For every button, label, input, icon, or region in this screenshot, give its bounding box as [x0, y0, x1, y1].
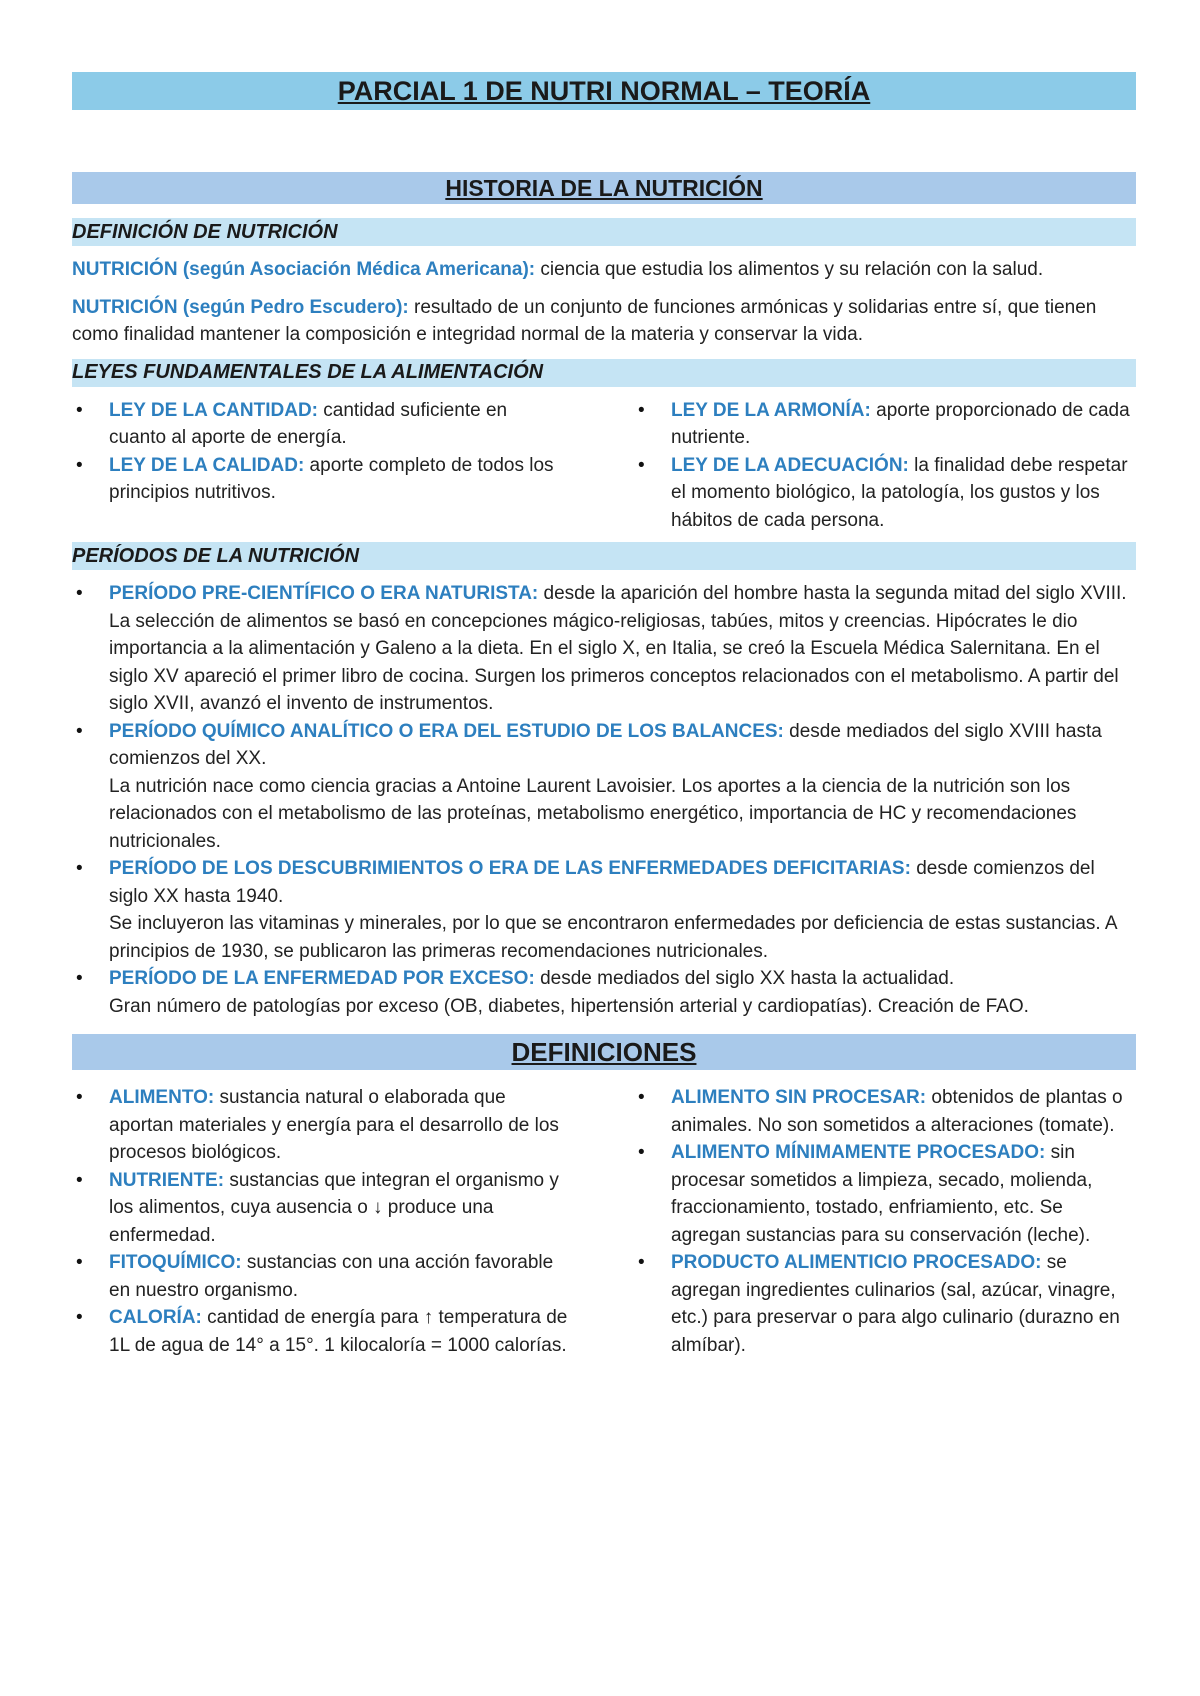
- item-text: sustancias que integran el organismo y los alimentos, cuya ausencia o ↓ produce una enfermedad.: [109, 1169, 559, 1246]
- item-label: PRODUCTO ALIMENTICIO PROCESADO:: [671, 1252, 1042, 1273]
- list-item: [72, 965, 1136, 1020]
- document-title-band: [72, 72, 1136, 110]
- periodos-list: [72, 580, 1136, 1020]
- document-page: [72, 72, 1136, 1367]
- item-text: se agregan ingredientes culinarios (sal, azúcar, vinagre, etc.) para preservar o para algo culinario (durazno en almíbar).: [671, 1252, 1120, 1356]
- item-text: sustancia natural o elaborada que aportan materiales y energía para el desarrollo de los procesos biológicos.: [109, 1087, 559, 1163]
- list-item: [72, 580, 1136, 718]
- item-detail: La selección de alimentos se basó en concepciones mágico-religiosas, tabúes, mitos y creencias. Hipócrates le dio importancia a la alimentación y Galeno a la dieta. En el siglo X, en Italia, se creó la Escuela Médica Salernitana. En el siglo XV apareció el primer libro de cocina. Surgen los primeros conceptos relacionados con el metabolismo. A partir del siglo XVII, avanzó el invento de instrumentos.: [109, 610, 1119, 714]
- leyes-left-column: [72, 397, 604, 535]
- section-title-historia: HISTORIA DE LA NUTRICIÓN: [445, 174, 763, 201]
- definition-text: resultado de un conjunto de funciones armónicas y solidarias entre sí, que tienen como finalidad mantener la composición e integridad normal de la materia y conservar la vida.: [72, 296, 1097, 345]
- item-detail: La nutrición nace como ciencia gracias a Antoine Laurent Lavoisier. Los aportes a la ciencia de la nutrición son los relacionados con el metabolismo de las proteínas, metabolismo energético, importancia de HC y recomendaciones nutricionales.: [109, 775, 1077, 852]
- list-item: [634, 1139, 1136, 1249]
- item-label: LEY DE LA ADECUACIÓN:: [671, 454, 909, 476]
- list-item: [72, 1167, 568, 1250]
- list-item: [72, 718, 1136, 856]
- definiciones-right-list: [634, 1084, 1136, 1359]
- item-label: ALIMENTO MÍNIMAMENTE PROCESADO:: [671, 1142, 1046, 1163]
- subsection-heading-periodos: [72, 542, 1136, 570]
- subsection-heading-definicion: [72, 218, 1136, 246]
- subsection-title-periodos: PERÍODOS DE LA NUTRICIÓN: [72, 544, 360, 567]
- item-detail: Se incluyeron las vitaminas y minerales, por lo que se encontraron enfermedades por deficiencia de estas sustancias. A principios de 1930, se publicaron las primeras recomendaciones nutricionales.: [109, 913, 1117, 962]
- subsection-heading-leyes: [72, 359, 1136, 387]
- section-heading-definiciones: [72, 1034, 1136, 1070]
- subsection-title-definicion: DEFINICIÓN DE NUTRICIÓN: [72, 220, 338, 243]
- definition-text: ciencia que estudia los alimentos y su relación con la salud.: [535, 259, 1044, 280]
- leyes-columns: [72, 397, 1136, 535]
- document-title: PARCIAL 1 DE NUTRI NORMAL – TEORÍA: [337, 75, 871, 106]
- item-label: PERÍODO QUÍMICO ANALÍTICO O ERA DEL ESTUDIO DE LOS BALANCES:: [109, 720, 784, 742]
- section-title-definiciones: DEFINICIONES: [511, 1036, 697, 1067]
- item-text: sin procesar sometidos a limpieza, secado, molienda, fraccionamiento, tostado, enfriamiento, etc. Se agregan sustancias para su conservación (leche).: [671, 1142, 1093, 1246]
- definiciones-columns: [72, 1084, 1136, 1359]
- definition-label: NUTRICIÓN (según Pedro Escudero):: [72, 296, 409, 318]
- item-text: desde comienzos del siglo XX hasta 1940.: [109, 858, 1095, 907]
- list-item: [72, 1084, 568, 1167]
- item-label: PERÍODO DE LA ENFERMEDAD POR EXCESO:: [109, 968, 535, 989]
- item-text: aporte completo de todos los principios nutritivos.: [109, 454, 554, 503]
- item-label: ALIMENTO:: [109, 1087, 215, 1108]
- list-item: [72, 1249, 568, 1304]
- item-text: aporte proporcionado de cada nutriente.: [671, 399, 1130, 448]
- item-label: LEY DE LA ARMONÍA:: [671, 399, 871, 421]
- item-text: cantidad de energía para ↑ temperatura de 1L de agua de 14° a 15°. 1 kilocaloría = 1000 calorías.: [109, 1307, 568, 1356]
- list-item: [72, 397, 568, 452]
- list-item: [634, 452, 1136, 535]
- definition-paragraph-ama: [72, 256, 1136, 284]
- leyes-left-list: [72, 397, 568, 507]
- item-detail: Gran número de patologías por exceso (OB, diabetes, hipertensión arterial y cardiopatías). Creación de FAO.: [109, 995, 1029, 1017]
- item-text: cantidad suficiente en cuanto al aporte de energía.: [109, 399, 508, 448]
- list-item: [72, 452, 568, 507]
- definiciones-right-column: [604, 1084, 1136, 1359]
- item-label: LEY DE LA CANTIDAD:: [109, 399, 318, 421]
- item-label: CALORÍA:: [109, 1307, 202, 1328]
- definiciones-left-list: [72, 1084, 568, 1359]
- list-item: [634, 397, 1136, 452]
- item-label: FITOQUÍMICO:: [109, 1252, 242, 1273]
- leyes-right-list: [634, 397, 1136, 535]
- item-label: ALIMENTO SIN PROCESAR:: [671, 1087, 927, 1108]
- item-text: desde la aparición del hombre hasta la segunda mitad del siglo XVIII.: [538, 583, 1127, 604]
- item-text: desde mediados del siglo XX hasta la actualidad.: [534, 968, 955, 989]
- item-label: NUTRIENTE:: [109, 1169, 225, 1191]
- list-item: [72, 1304, 568, 1359]
- item-label: LEY DE LA CALIDAD:: [109, 454, 305, 476]
- leyes-right-column: [604, 397, 1136, 535]
- item-text: desde mediados del siglo XVIII hasta comienzos del XX.: [109, 720, 1102, 769]
- list-item: [72, 855, 1136, 965]
- definiciones-left-column: [72, 1084, 604, 1359]
- item-label: PERÍODO DE LOS DESCUBRIMIENTOS O ERA DE LAS ENFERMEDADES DEFICITARIAS:: [109, 858, 911, 879]
- list-item: [634, 1249, 1136, 1359]
- list-item: [634, 1084, 1136, 1139]
- section-heading-historia: [72, 172, 1136, 204]
- item-label: PERÍODO PRE-CIENTÍFICO O ERA NATURISTA:: [109, 583, 539, 604]
- item-text: obtenidos de plantas o animales. No son sometidos a alteraciones (tomate).: [671, 1087, 1123, 1136]
- subsection-title-leyes: LEYES FUNDAMENTALES DE LA ALIMENTACIÓN: [72, 361, 544, 383]
- definition-paragraph-escudero: [72, 294, 1136, 349]
- definition-label: NUTRICIÓN (según Asociación Médica Americana):: [72, 259, 536, 280]
- item-text: la finalidad debe respetar el momento biológico, la patología, los gustos y los hábitos de cada persona.: [671, 454, 1128, 531]
- item-text: sustancias con una acción favorable en nuestro organismo.: [109, 1252, 554, 1301]
